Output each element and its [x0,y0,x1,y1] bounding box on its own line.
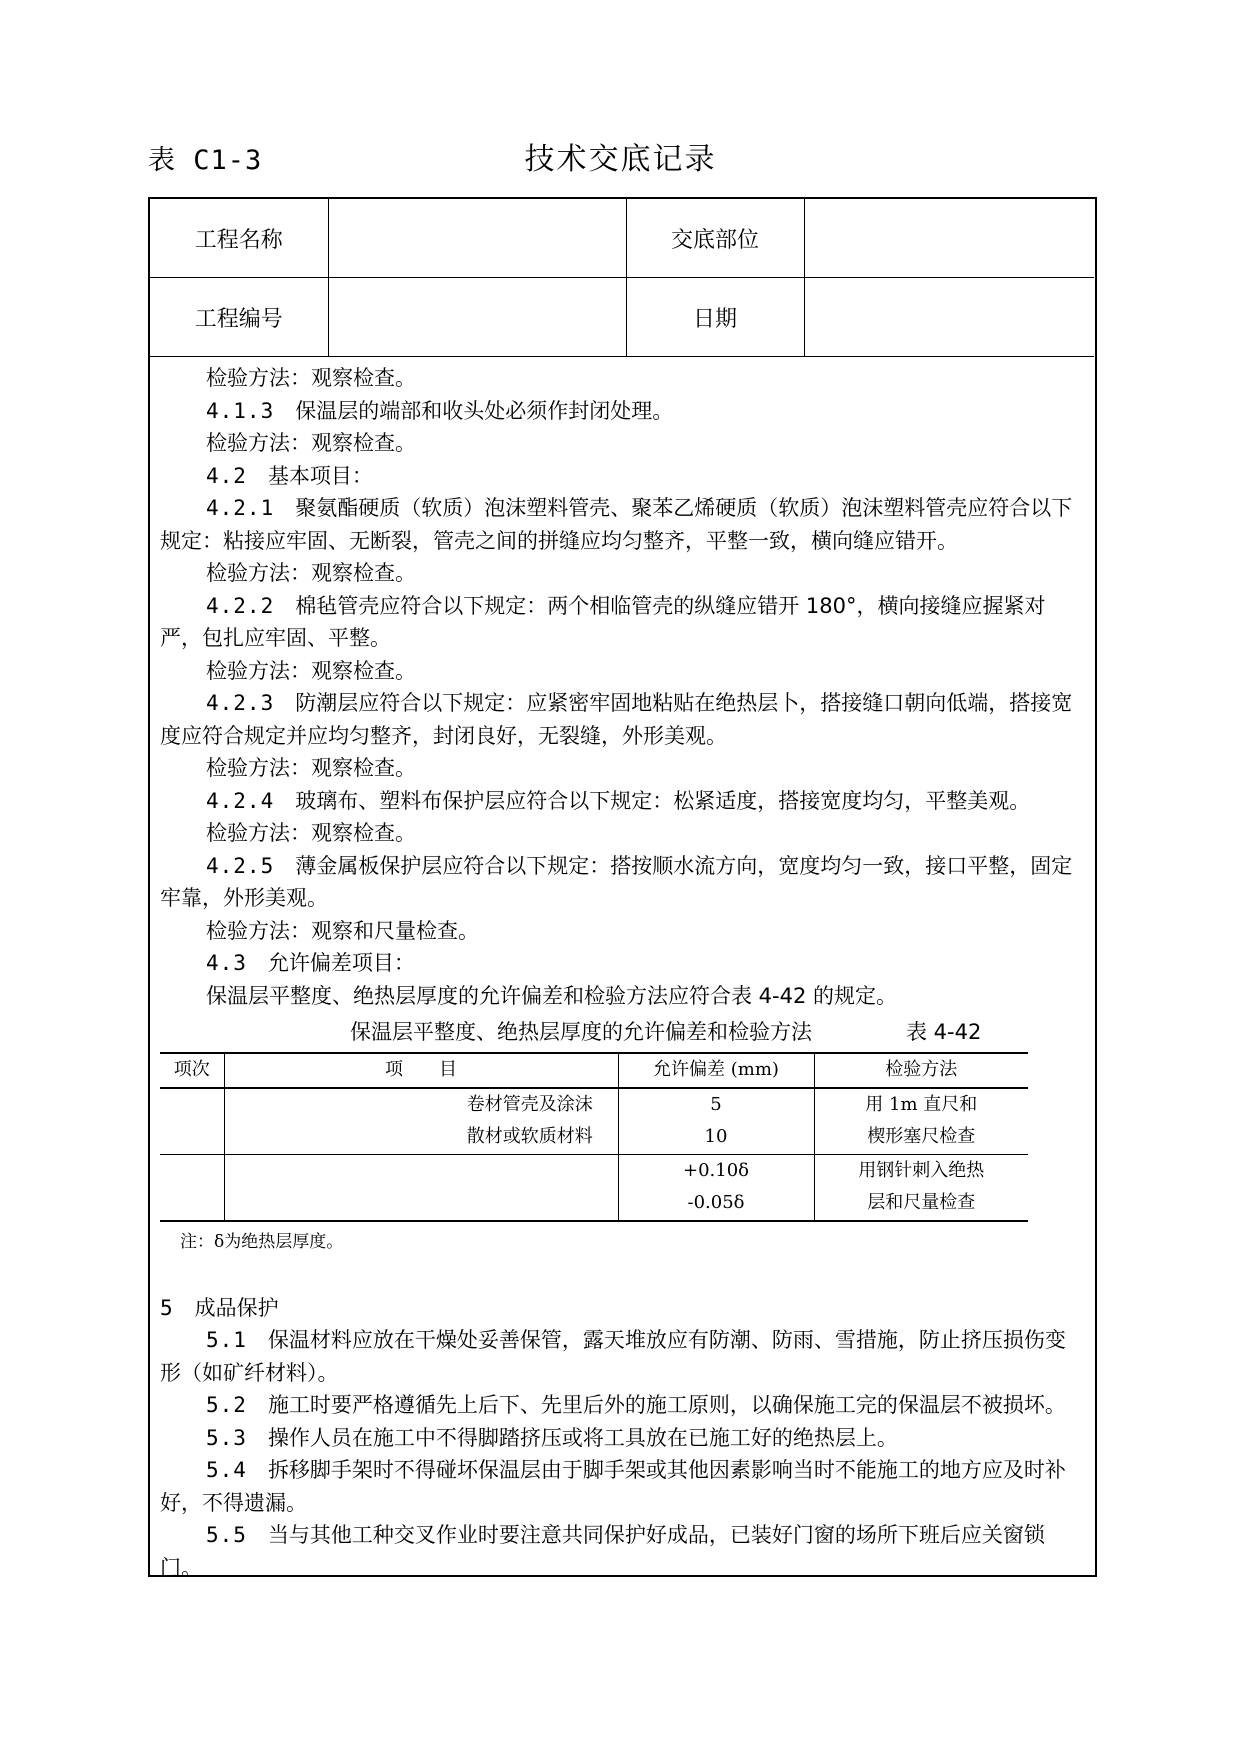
clause-text: 薄金属板保护层应符合以下规定：搭按顺水流方向，宽度均匀一致，接口平整，固定牢靠，外形美观。 [160,853,1073,910]
table-cell: 层和尺量检查 [814,1187,1028,1221]
table-note: 注：δ为绝热层厚度。 [180,1231,344,1252]
clause-text: 玻璃布、塑料布保护层应符合以下规定：松紧适度，搭接宽度均匀，平整美观。 [295,788,1031,813]
location-field[interactable] [804,199,1094,278]
column-header: 允许偏差 (mm) [618,1053,814,1088]
clause-number: 4.1.3 [206,398,275,423]
clause-text: 保温材料应放在干燥处妥善保管，露天堆放应有防潮、防雨、雪措施，防止挤压损伤变形（如矿纤材料）。 [160,1328,1066,1385]
column-header: 项 目 [224,1053,618,1088]
clause-text: 防潮层应符合以下规定：应紧密牢固地粘贴在绝热层卜，搭接缝口朝向低端，搭接宽度应符合规定并应均匀整齐，封闭良好，无裂缝，外形美观。 [160,691,1073,748]
clause-number: 5.1 [206,1328,247,1352]
table-cell: +0.10δ [618,1154,814,1187]
paragraph: 检验方法：观察检查。 [206,821,416,845]
header-table [150,199,1094,357]
table-caption-code: 表 4-42 [906,1020,982,1044]
location-label: 交底部位 [626,199,804,278]
paragraph [160,1454,1085,1519]
project-name-label: 工程名称 [150,199,328,278]
table-row [160,1088,1028,1122]
table-cell: 10 [618,1121,814,1154]
table-row [160,1154,1028,1187]
column-header: 项次 [160,1053,224,1088]
paragraph: 检验方法：观察检查。 [206,366,416,390]
clause-number: 5.2 [206,1393,247,1417]
paragraph [160,785,1085,818]
clause-number: 4.2.1 [206,496,275,520]
section-heading [160,1292,1085,1325]
clause-number: 5.5 [206,1523,247,1547]
clause-text: 基本项目： [267,463,373,488]
paragraph [160,492,1085,557]
project-no-label: 工程编号 [150,278,328,357]
table-caption-title: 保温层平整度、绝热层厚度的允许偏差和检验方法 [350,1020,812,1044]
paragraph [160,460,1085,493]
table-cell [224,1088,442,1155]
paragraph [160,687,1085,752]
form-code: 表 C1-3 [148,145,263,176]
project-no-field[interactable] [328,278,626,357]
paragraph [160,947,1085,980]
paragraph: 检验方法：观察检查。 [206,756,416,780]
table-cell: 卷材管壳及涂沫 [466,1093,593,1115]
clause-text: 操作人员在施工中不得脚踏挤压或将工具放在已施工好的绝热层上。 [267,1425,898,1450]
content-body [160,362,1085,1584]
clause-text: 当与其他工种交叉作业时要注意共同保护好成品，已装好门窗的场所下班后应关窗锁门。 [160,1523,1045,1580]
table-cell: 5 [618,1088,814,1122]
paragraph: 检验方法：观察和尺量检查。 [206,918,479,943]
clause-text: 聚氨酯硬质（软质）泡沫塑料管壳、聚苯乙烯硬质（软质）泡沫塑料管壳应符合以下规定：粘接应牢固、无断裂，管壳之间的拼缝应均匀整齐，平整一致，横向缝应错开。 [160,496,1073,553]
paragraph [160,395,1085,428]
project-name-field[interactable] [328,199,626,278]
clause-number: 5.4 [206,1458,247,1482]
section-title: 成品保护 [194,1295,279,1320]
clause-text: 施工时要严格遵循先上后下、先里后外的施工原则，以确保施工完的保温层不被损坏。 [267,1393,1066,1417]
clause-text: 拆移脚手架时不得碰坏保温层由于脚手架或其他因素影响当时不能施工的地方应及时补好，不得遗漏。 [160,1458,1066,1515]
paragraph: 检验方法：观察检查。 [206,658,416,683]
table-cell [160,1088,224,1155]
clause-number: 5.3 [206,1425,247,1450]
document-title: 技术交底记录 [524,142,717,177]
table-cell [160,1154,224,1221]
column-header: 检验方法 [814,1053,1028,1088]
paragraph [160,1519,1085,1584]
paragraph [160,850,1085,915]
paragraph: 检验方法：观察检查。 [206,561,416,585]
table-cell: 用 1m 直尺和 [814,1088,1028,1122]
clause-number: 4.3 [206,951,247,975]
table-cell: -0.05δ [618,1187,814,1221]
clause-text: 保温层的端部和收头处必须作封闭处理。 [295,398,674,423]
clause-number: 4.2.3 [206,691,275,715]
paragraph [160,1324,1085,1389]
paragraph: 保温层平整度、绝热层厚度的允许偏差和检验方法应符合表 4-42 的规定。 [206,983,898,1008]
clause-number: 4.2.5 [206,853,275,878]
table-cell: 用钢针刺入绝热 [814,1154,1028,1187]
table-cell [224,1154,618,1221]
paragraph: 检验方法：观察检查。 [206,431,416,455]
date-field[interactable] [804,278,1094,357]
clause-number: 4.2.4 [206,788,275,813]
record-frame [148,197,1097,1580]
tolerance-table [160,1052,1028,1222]
clause-number: 4.2 [206,463,247,488]
section-number: 5 [160,1295,174,1320]
clause-number: 4.2.2 [206,593,275,618]
table-caption [160,1016,1085,1052]
table-cell: 散材或软质材料 [442,1121,618,1154]
table-cell: 楔形塞尺检查 [814,1121,1028,1154]
date-label: 日期 [626,278,804,357]
paragraph [160,590,1085,655]
paragraph [160,1422,1085,1455]
clause-text: 允许偏差项目： [267,951,415,975]
clause-text: 棉毡管壳应符合以下规定：两个相临管壳的纵缝应错开 180°，横向接缝应握紧对严，包扎应牢固、平整。 [160,593,1046,650]
paragraph [160,1389,1085,1422]
